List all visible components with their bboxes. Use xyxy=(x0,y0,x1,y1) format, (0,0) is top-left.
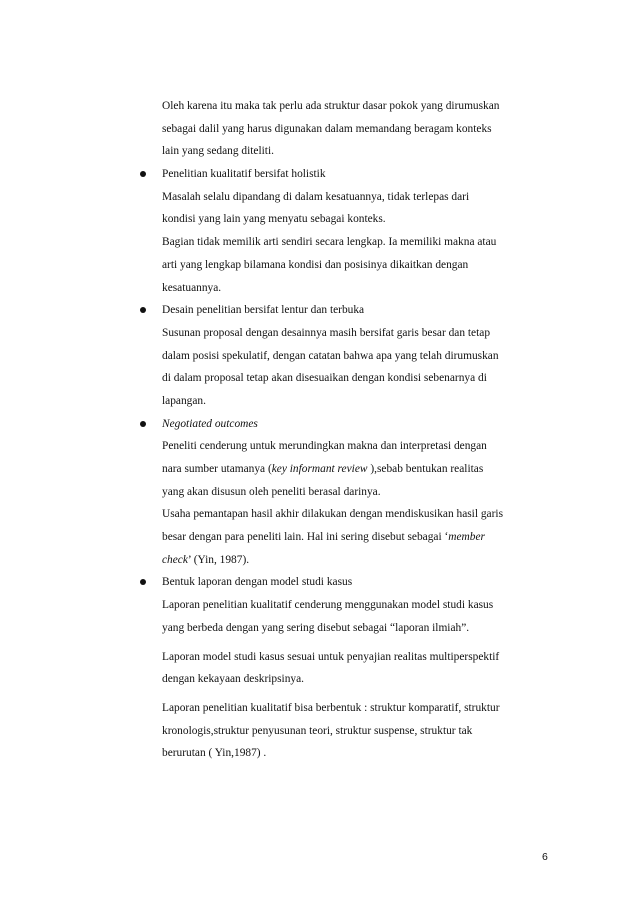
paragraph-line xyxy=(140,458,560,481)
paragraph-line: Oleh karena itu maka tak perlu ada struktur dasar pokok yang dirumuskan xyxy=(162,100,500,112)
bullet-icon xyxy=(140,171,146,177)
paragraph-line: Susunan proposal dengan desainnya masih bersifat garis besar dan tetap xyxy=(162,326,491,339)
paragraph-line: Laporan penelitian kualitatif cenderung menggunakan model studi kasus xyxy=(162,599,494,612)
bullet-heading: Desain penelitian bersifat lentur dan terbuka xyxy=(162,304,365,317)
paragraph-line: kesatuannya. xyxy=(162,281,222,294)
bullet-icon xyxy=(140,421,146,427)
bullet-heading: Penelitian kualitatif bersifat holistik xyxy=(162,168,326,181)
bullet-item-negotiated xyxy=(140,413,560,436)
paragraph-line: lain yang sedang diteliti. xyxy=(162,145,274,158)
bullet-heading: Negotiated outcomes xyxy=(162,417,258,430)
text-run: ),sebab bentukan realitas xyxy=(367,463,484,475)
bullet-heading: Bentuk laporan dengan model studi kasus xyxy=(162,576,353,589)
paragraph-line: sebagai dalil yang harus digunakan dalam memandang beragam konteks xyxy=(162,122,492,135)
italic-term: member xyxy=(448,531,485,544)
paragraph-line: di dalam proposal tetap akan disesuaikan dengan kondisi sebenarnya di xyxy=(162,372,487,385)
bullet-icon xyxy=(140,307,146,313)
paragraph-line: arti yang lengkap bilamana kondisi dan posisinya dikaitkan dengan xyxy=(162,258,469,271)
document-body xyxy=(140,95,560,765)
text-run: nara sumber utamanya ( xyxy=(162,463,272,475)
bullet-item-laporan xyxy=(140,571,560,594)
page-number: 6 xyxy=(542,851,548,863)
paragraph-line: Laporan model studi kasus sesuai untuk penyajian realitas multiperspektif xyxy=(162,650,500,663)
paragraph-line: Bagian tidak memilik arti sendiri secara lengkap. Ia memiliki makna atau xyxy=(162,236,497,249)
paragraph-line xyxy=(140,549,560,572)
paragraph-line: kronologis,struktur penyusunan teori, struktur suspense, struktur tak xyxy=(162,724,473,737)
paragraph-line: dalam posisi spekulatif, dengan catatan bahwa apa yang telah dirumuskan xyxy=(162,349,499,362)
paragraph-line: berurutan ( Yin,1987) . xyxy=(162,747,267,760)
bullet-icon xyxy=(140,579,146,585)
bullet-item-desain xyxy=(140,299,560,322)
paragraph-line: kondisi yang lain yang menyatu sebagai konteks. xyxy=(162,213,386,226)
paragraph-line: Peneliti cenderung untuk merundingkan makna dan interpretasi dengan xyxy=(162,440,487,453)
text-run: ’ (Yin, 1987). xyxy=(187,553,250,566)
italic-term: check xyxy=(162,553,188,566)
paragraph-line xyxy=(140,526,560,549)
paragraph-line: yang akan disusun oleh peneliti berasal darinya. xyxy=(162,485,381,498)
italic-term: key informant review xyxy=(271,463,368,475)
paragraph-line: Usaha pemantapan hasil akhir dilakukan dengan mendiskusikan hasil garis xyxy=(162,508,503,521)
paragraph-line: Masalah selalu dipandang di dalam kesatuannya, tidak terlepas dari xyxy=(162,190,470,203)
bullet-item-holistik xyxy=(140,163,560,186)
paragraph-line: Laporan penelitian kualitatif bisa berbentuk : struktur komparatif, struktur xyxy=(162,701,500,714)
text-run: besar dengan para peneliti lain. Hal ini sering disebut sebagai ‘ xyxy=(162,531,449,544)
paragraph-line: lapangan. xyxy=(162,394,206,407)
paragraph-line: dengan kekayaan deskripsinya. xyxy=(162,673,305,686)
paragraph-line: yang berbeda dengan yang sering disebut sebagai “laporan ilmiah”. xyxy=(162,621,470,634)
